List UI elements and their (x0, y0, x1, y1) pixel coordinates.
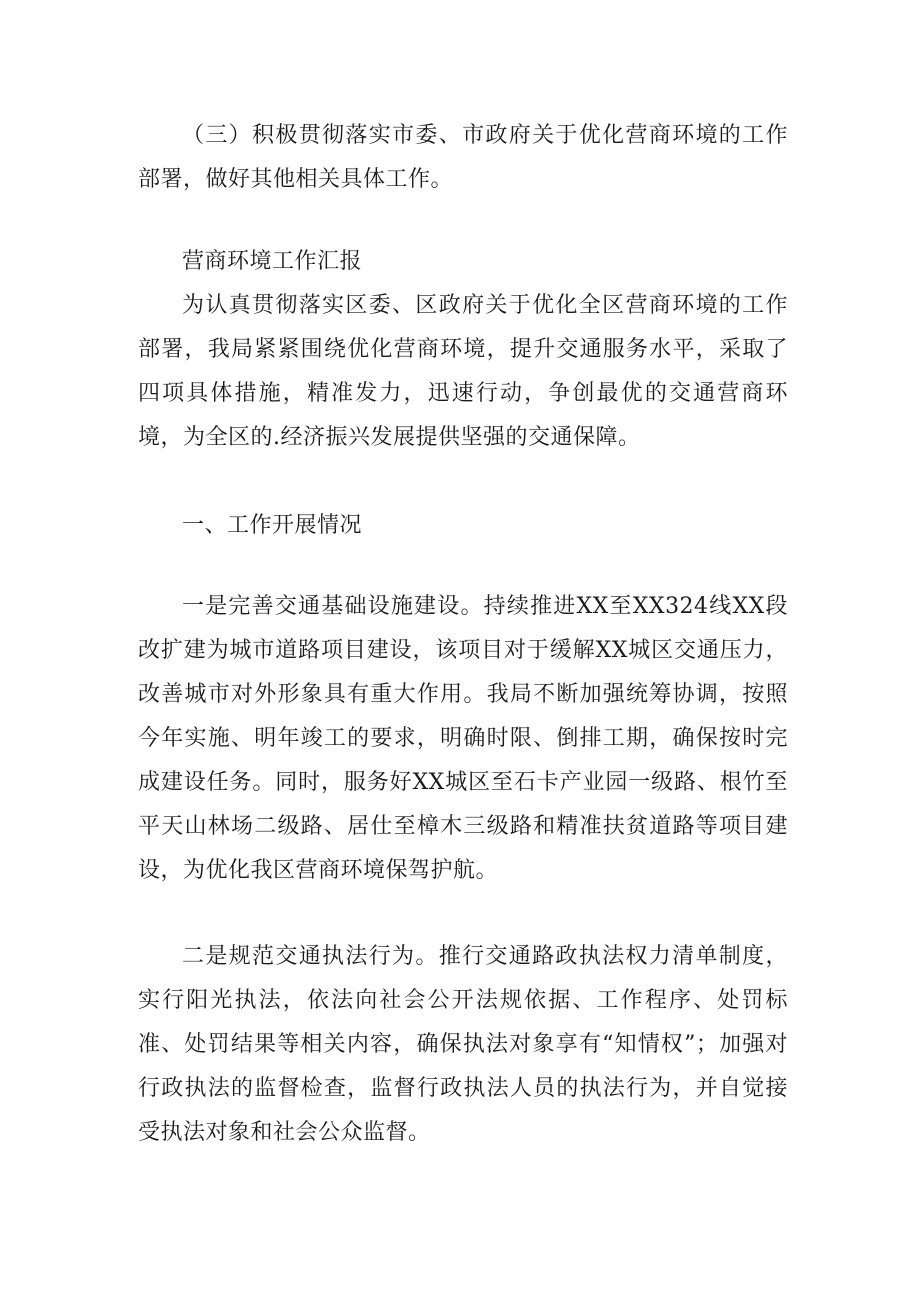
section-heading-work-status: 一、工作开展情况 (182, 513, 363, 538)
paragraph-item-3: （三）积极贯彻落实市委、市政府关于优化营商环境的工作部署，做好其他相关具体工作。 (138, 123, 788, 192)
paragraph-intro: 为认真贯彻落实区委、区政府关于优化全区营商环境的工作部署，我局紧紧围绕优化营商环境，提升交通服务水平，采取了四项具体措施，精准发力，迅速行动，争创最优的交通营商环境，为全区的.经济振兴发展提供坚强的交通保障。 (138, 293, 788, 450)
report-title: 营商环境工作汇报 (182, 249, 363, 274)
paragraph-law-enforcement: 二是规范交通执法行为。推行交通路政执法权力清单制度，实行阳光执法，依法向社会公开法规依据、工作程序、处罚标准、处罚结果等相关内容，确保执法对象享有“知情权”；加强对行政执法的监督检查，监督行政执法人员的执法行为，并自觉接受执法对象和社会公众监督。 (138, 944, 788, 1145)
paragraph-infrastructure: 一是完善交通基础设施建设。持续推进XX至XX324线XX段改扩建为城市道路项目建设，该项目对于缓解XX城区交通压力，改善城市对外形象具有重大作用。我局不断加强统筹协调，按照今年实施、明年竣工的要求，明确时限、倒排工期，确保按时完成建设任务。同时，服务好XX城区至石卡产业园一级路、根竹至平天山林场二级路、居仕至樟木三级路和精准扶贫道路等项目建设，为优化我区营商环境保驾护航。 (138, 594, 788, 883)
